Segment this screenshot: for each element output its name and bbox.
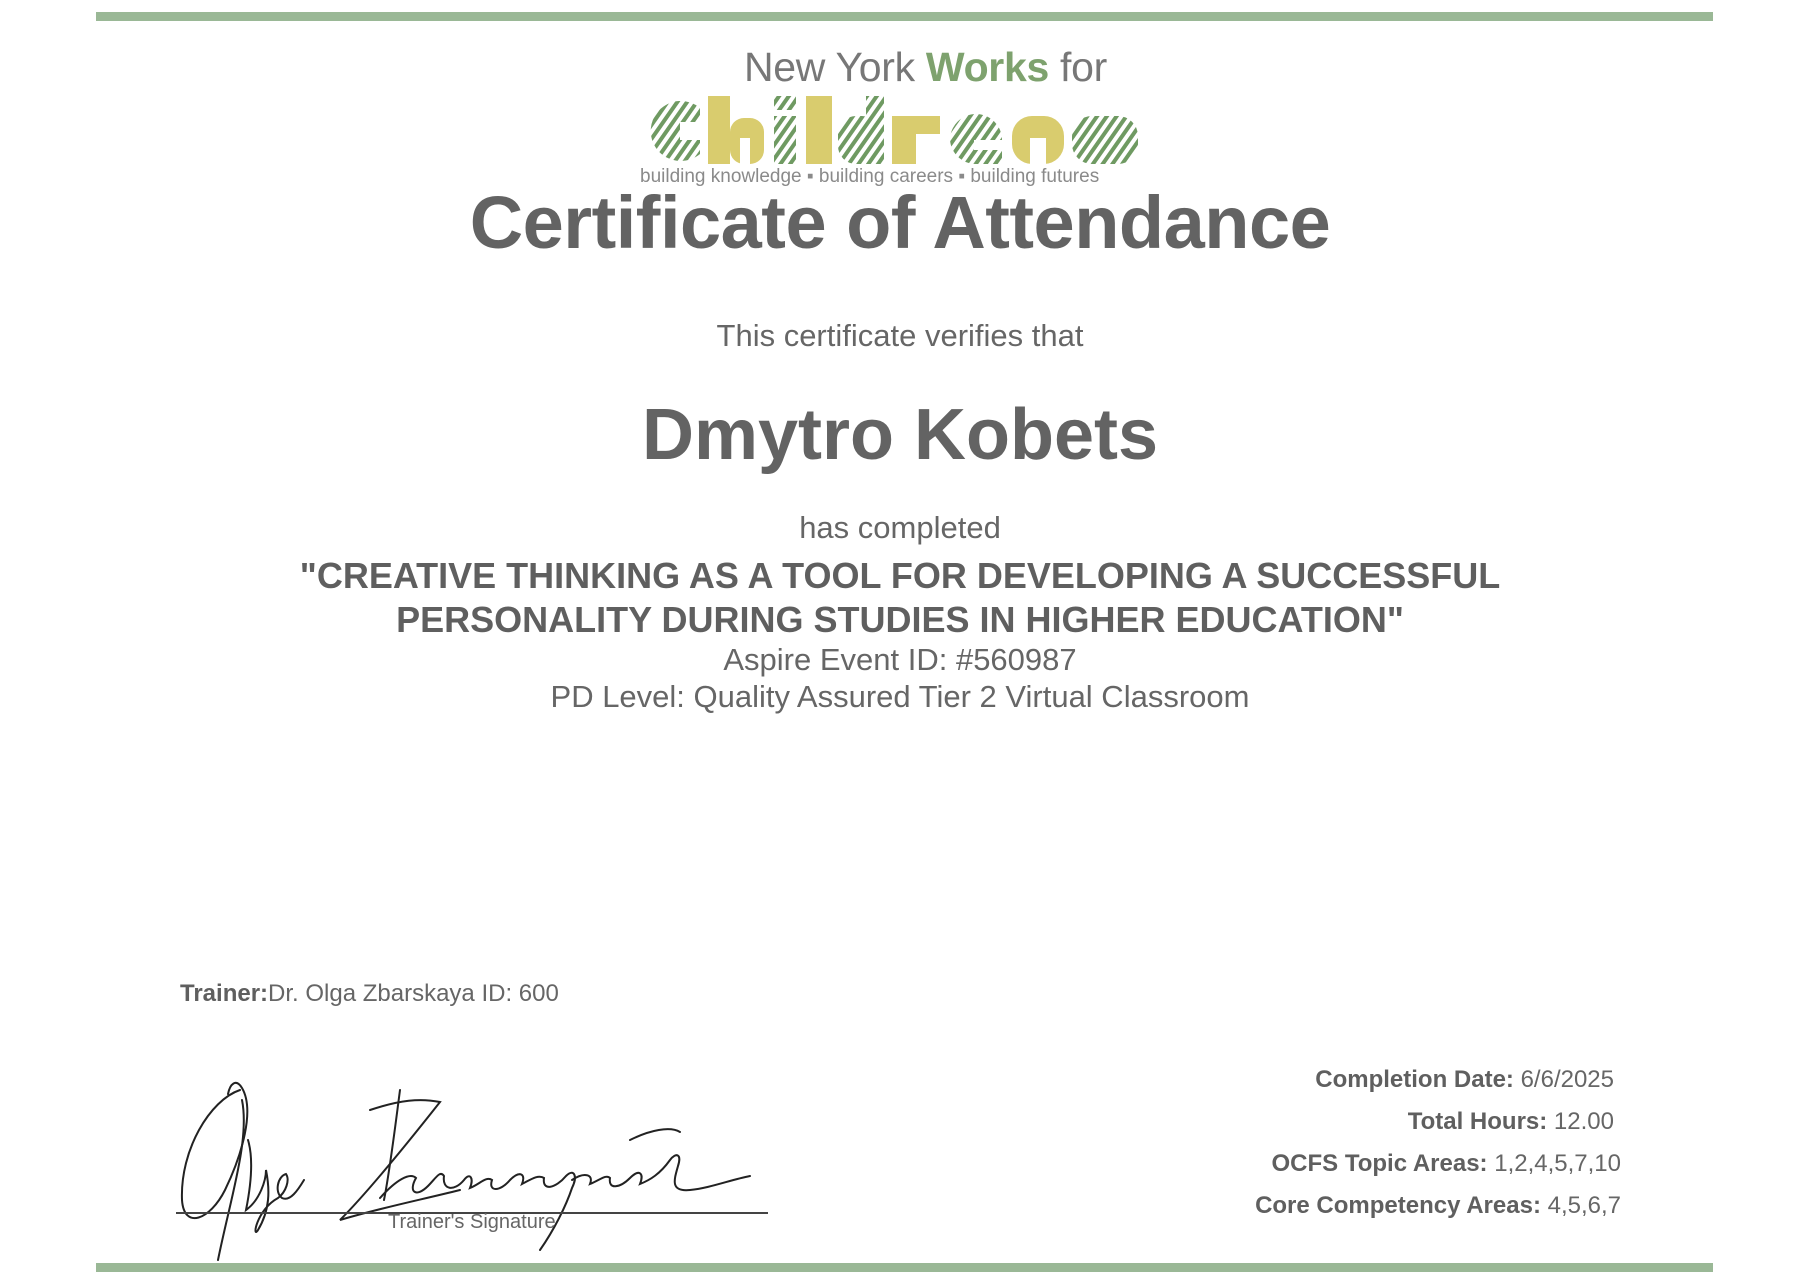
- course-title-line1: "CREATIVE THINKING AS A TOOL FOR DEVELOPING A SUCCESSFUL: [299, 555, 1501, 596]
- completion-date-label: Completion Date:: [1315, 1066, 1514, 1093]
- logo-heading-suffix: for: [1048, 44, 1108, 90]
- nywfc-logo: [630, 44, 1150, 192]
- trainer-info: [180, 980, 559, 1008]
- course-title-line2: PERSONALITY DURING STUDIES IN HIGHER EDUCATION": [396, 599, 1404, 640]
- verifies-text: This certificate verifies that: [716, 318, 1084, 353]
- pd-level: PD Level: Quality Assured Tier 2 Virtual Classroom: [550, 679, 1250, 714]
- trainer-value: Dr. Olga Zbarskaya ID: 600: [268, 980, 559, 1007]
- core-competency-row: [1255, 1192, 1621, 1234]
- signature-caption: Trainer's Signature: [388, 1211, 556, 1233]
- ocfs-topic-areas-label: OCFS Topic Areas:: [1271, 1150, 1488, 1177]
- logo-tagline: building knowledge ▪ building careers ▪ building futures: [640, 166, 1100, 187]
- children-wordmark: [640, 96, 1140, 166]
- completed-text: has completed: [799, 510, 1001, 545]
- event-id: Aspire Event ID: #560987: [723, 642, 1077, 677]
- completion-date-row: [1255, 1066, 1614, 1108]
- trainer-signature: [170, 1080, 770, 1270]
- logo-heading: [744, 44, 1107, 91]
- ocfs-topic-areas-value: 1,2,4,5,7,10: [1487, 1150, 1621, 1177]
- course-title: [0, 554, 1800, 642]
- bottom-border-rule: [96, 1263, 1713, 1272]
- logo-heading-emphasis: Works: [925, 44, 1049, 90]
- trainer-label: Trainer:: [180, 980, 269, 1007]
- core-competency-value: 4,5,6,7: [1540, 1192, 1621, 1219]
- total-hours-label: Total Hours:: [1407, 1108, 1548, 1135]
- ocfs-topic-areas-row: [1255, 1150, 1621, 1192]
- top-border-rule: [96, 12, 1713, 21]
- recipient-name: Dmytro Kobets: [641, 395, 1159, 475]
- total-hours-row: [1255, 1108, 1614, 1150]
- completion-details: [1255, 1066, 1621, 1234]
- total-hours-value: 12.00: [1547, 1108, 1614, 1135]
- completion-date-value: 6/6/2025: [1513, 1066, 1614, 1093]
- logo-heading-prefix: New York: [744, 44, 926, 90]
- core-competency-label: Core Competency Areas:: [1255, 1192, 1541, 1219]
- certificate-title: Certificate of Attendance: [469, 181, 1331, 264]
